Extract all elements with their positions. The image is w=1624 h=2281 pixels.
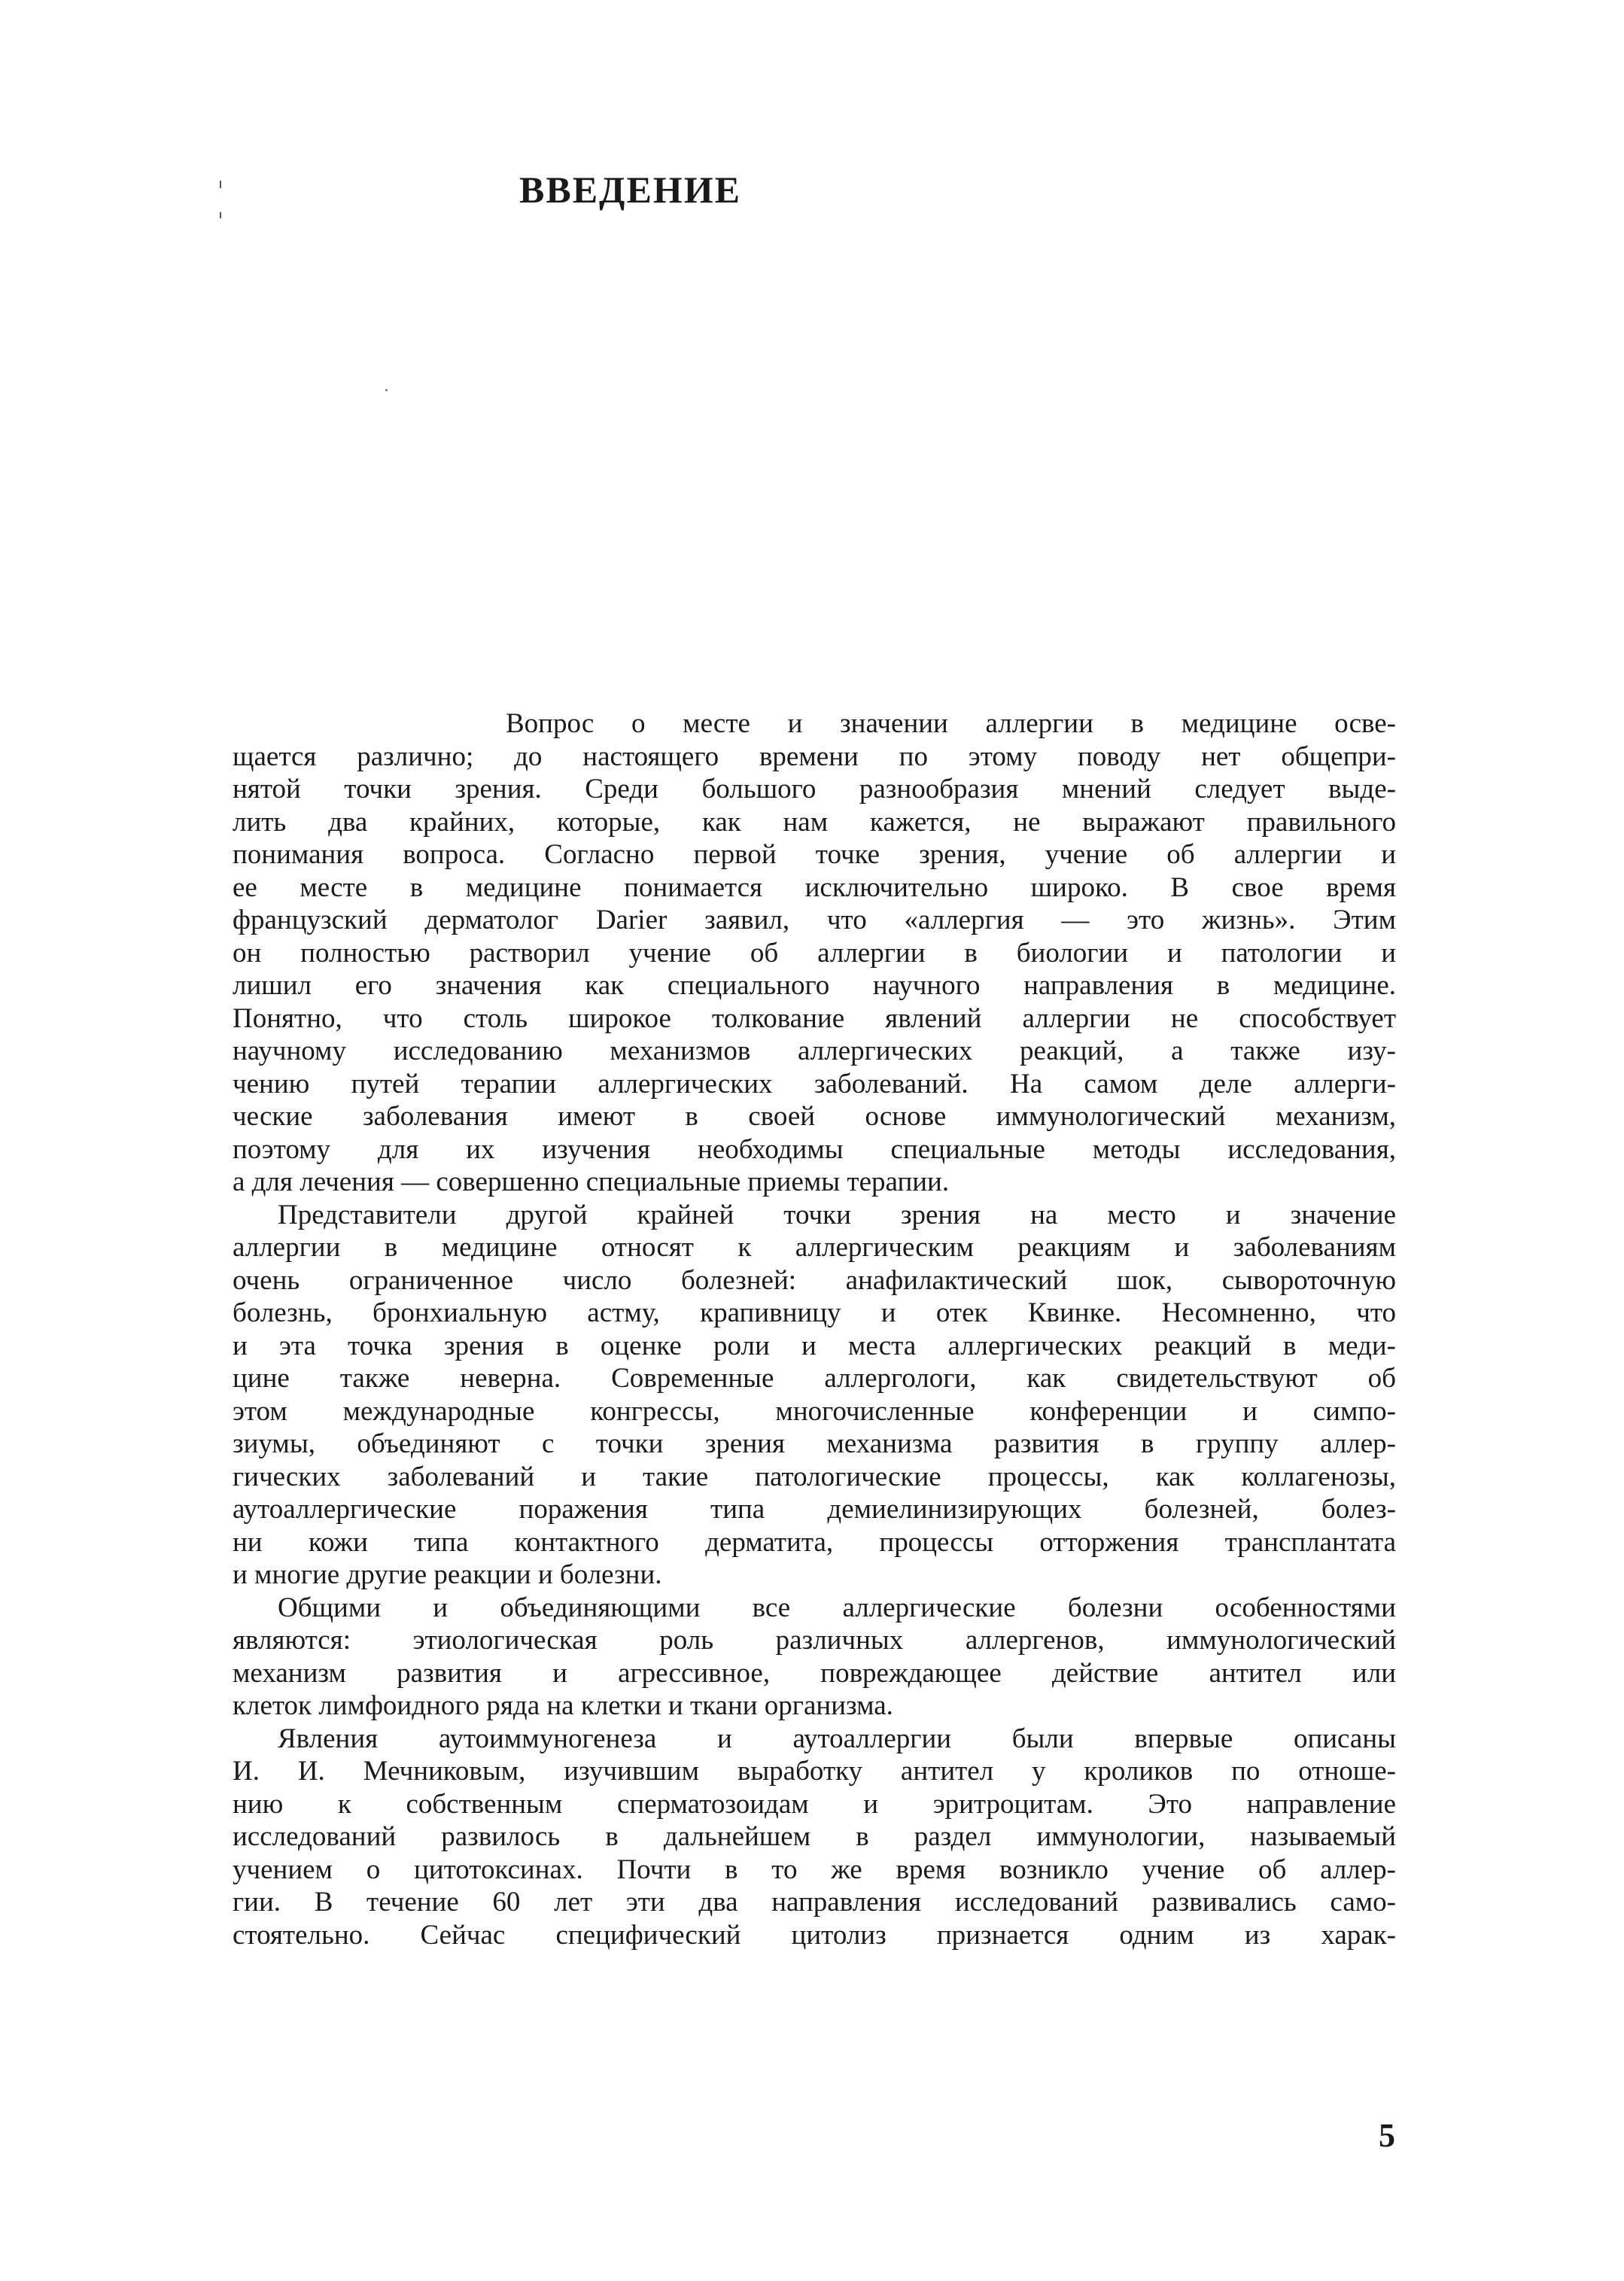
page-number: 5 [1379, 2117, 1395, 2154]
text-line: стоятельно. Сейчас специфический цитолиз признается одним из харак- [233, 1919, 1396, 1951]
text-line: Понятно, что столь широкое толкование явлений аллергии не способствует [233, 1002, 1396, 1034]
text-line: поэтому для их изучения необходимы специальные методы исследования, [233, 1133, 1396, 1165]
chapter-title: ВВЕДЕНИЕ [519, 169, 741, 211]
text-line: этом международные конгрессы, многочисленные конференции и симпо- [233, 1395, 1396, 1427]
text-line: цине также неверна. Современные аллергологи, как свидетельствуют об [233, 1363, 1396, 1394]
text-line: Явления аутоиммуногенеза и аутоаллергии были впервые описаны [278, 1723, 1396, 1754]
text-line: болезнь, бронхиальную астму, крапивницу и отек Квинке. Несомненно, что [233, 1297, 1396, 1328]
text-line: нию к собственным сперматозоидам и эритроцитам. Это направление [233, 1788, 1396, 1820]
text-line: гии. В течение 60 лет эти два направления исследований развивались само- [233, 1887, 1396, 1918]
text-line: механизм развития и агрессивное, повреждающее действие антител или [233, 1657, 1396, 1689]
text-line: и эта точка зрения в оценке роли и места аллергических реакций в меди- [233, 1330, 1396, 1361]
text-line: учением о цитотоксинах. Почти в то же время возникло учение об аллер- [233, 1854, 1396, 1885]
body-text [233, 707, 1396, 1951]
print-speck [385, 389, 388, 391]
text-line: лить два крайних, которые, как нам кажется, не выражают правильного [233, 806, 1396, 838]
text-line: клеток лимфоидного ряда на клетки и ткани организма. [233, 1690, 893, 1721]
text-line: лишил его значения как специального научного направления в медицине. [233, 970, 1396, 1001]
text-line: а для лечения — совершенно специальные приемы терапии. [233, 1166, 950, 1197]
text-line: Общими и объединяющими все аллергические болезни особенностями [278, 1592, 1396, 1623]
text-line: нятой точки зрения. Среди большого разнообразия мнений следует выде- [233, 774, 1396, 804]
text-line: щается различно; до настоящего времени по этому поводу нет общепри- [233, 741, 1396, 772]
margin-mark [220, 181, 221, 188]
margin-mark [220, 212, 221, 218]
text-line: понимания вопроса. Согласно первой точке зрения, учение об аллергии и [233, 839, 1396, 870]
text-line: и многие другие реакции и болезни. [233, 1559, 662, 1590]
text-line: чению путей терапии аллергических заболеваний. На самом деле аллерги- [233, 1068, 1396, 1099]
text-line: И. И. Мечниковым, изучившим выработку антител у кроликов по отноше- [233, 1756, 1396, 1787]
text-line: Представители другой крайней точки зрения на место и значение [278, 1199, 1396, 1230]
text-line: очень ограниченное число болезней: анафилактический шок, сывороточную [233, 1264, 1396, 1296]
text-line: аллергии в медицине относят к аллергическим реакциям и заболеваниям [233, 1232, 1396, 1263]
text-line: ни кожи типа контактного дерматита, процессы отторжения трансплантата [233, 1526, 1396, 1558]
text-line: исследований развилось в дальнейшем в раздел иммунологии, называемый [233, 1821, 1396, 1852]
text-line: научному исследованию механизмов аллергических реакций, а также изу- [233, 1036, 1396, 1066]
text-line: ческие заболевания имеют в своей основе иммунологический механизм, [233, 1101, 1396, 1132]
text-line: зиумы, объединяют с точки зрения механизма развития в группу аллер- [233, 1428, 1396, 1459]
text-line: французский дерматолог Darier заявил, что «аллергия — это жизнь». Этим [233, 905, 1396, 935]
text-line: являются: этиологическая роль различных аллергенов, иммунологический [233, 1625, 1396, 1656]
text-line: ее месте в медицине понимается исключительно широко. В свое время [233, 871, 1396, 903]
text-line: он полностью растворил учение об аллергии в биологии и патологии и [233, 937, 1396, 969]
text-line: Вопрос о месте и значении аллергии в медицине осве- [506, 708, 1396, 739]
text-line: аутоаллергические поражения типа демиелинизирующих болезней, болез- [233, 1494, 1396, 1525]
text-line: гических заболеваний и такие патологические процессы, как коллагенозы, [233, 1461, 1396, 1492]
